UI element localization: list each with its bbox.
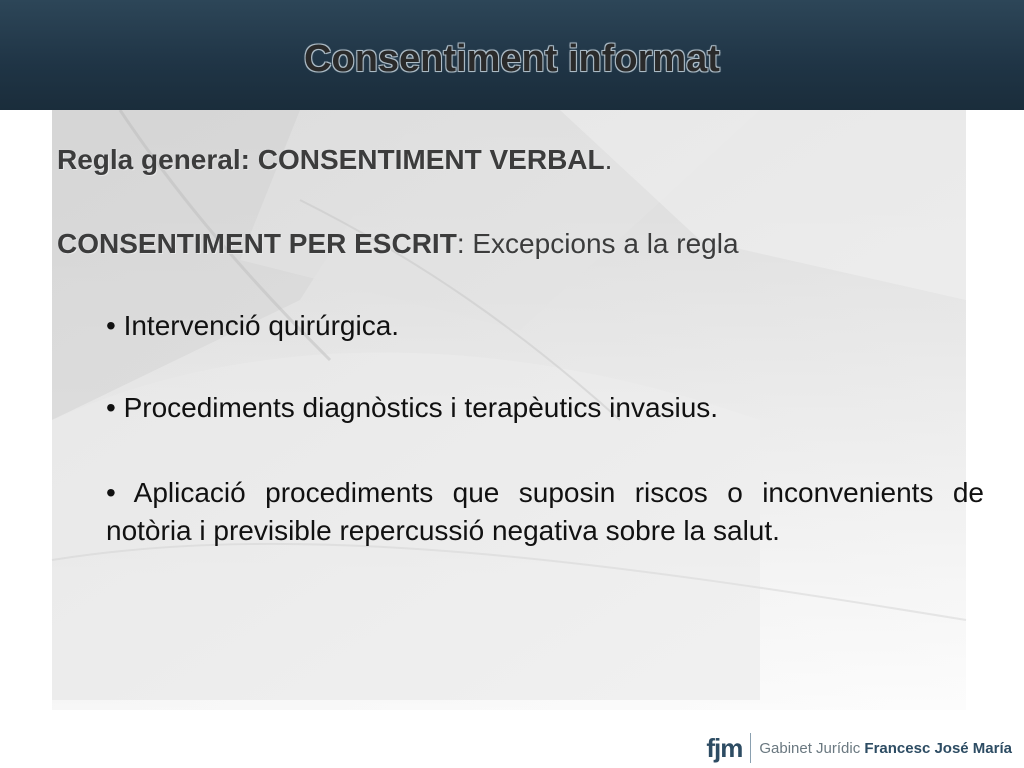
logo-text-name: Francesc José María — [864, 739, 1012, 757]
logo-text — [759, 740, 1012, 757]
bullet-item-2: • Procediments diagnòstics i terapèutics invasius. — [106, 392, 719, 423]
logo-text-prefix: Gabinet Jurídic — [759, 739, 865, 757]
rule-written — [57, 228, 739, 260]
slide-title: Consentiment informat — [304, 38, 720, 80]
rule-written-rest: : Excepcions a la regla — [456, 228, 739, 259]
rule-general — [57, 144, 612, 176]
rule-general-label: Regla general: CONSENTIMENT VERBAL — [57, 144, 605, 175]
rule-written-label: CONSENTIMENT PER ESCRIT — [57, 228, 457, 259]
bullet-item-3: • Aplicació procediments que suposin riscos o inconvenients de notòria i previsible repercussió negativa sobre la salut. — [106, 477, 984, 546]
title-bar — [0, 0, 1024, 110]
logo-divider — [750, 733, 751, 763]
logo-mark: fjm — [706, 732, 743, 763]
brand-logo — [706, 733, 1012, 763]
bullet-item-1: • Intervenció quirúrgica. — [106, 310, 400, 341]
rule-general-end: . — [604, 144, 613, 175]
